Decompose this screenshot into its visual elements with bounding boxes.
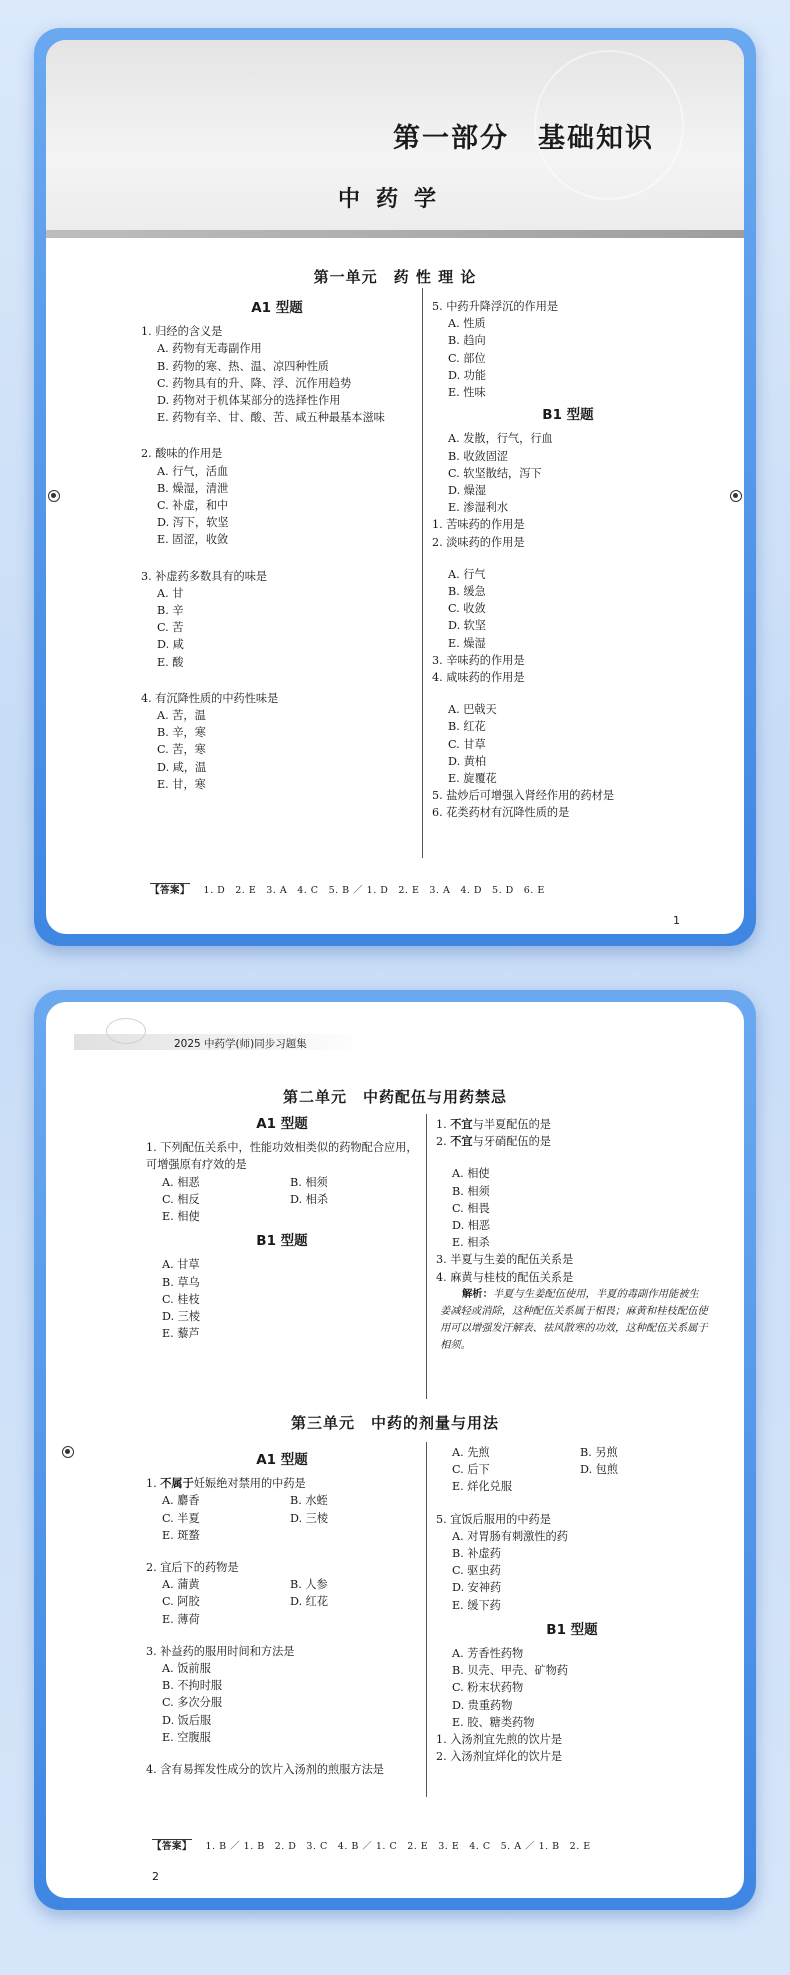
option: C. 后下 [452,1463,490,1477]
option-grid [146,1576,418,1628]
option: C. 多次分服 [162,1696,223,1710]
option: A. 行气，活血 [157,464,229,478]
option: E. 燥湿 [448,636,486,650]
option: D. 药物对于机体某部分的选择性作用 [157,394,341,408]
unit2-left-column [146,1112,418,1342]
answer-text: 1. D 2. E 3. A 4. C 5. B ／ 1. D 2. E 3. A 4. D 5. D 6. E [203,885,545,896]
emphasis: 不属于 [160,1476,194,1491]
option: C. 补虚，和中 [157,499,229,513]
question-text: 3. 辛味药的作用是 [432,653,525,667]
page-frame-2 [34,990,756,1910]
option: A. 蒲黄 [162,1578,200,1592]
option: E. 空腹服 [162,1730,211,1744]
option: D. 咸，温 [157,760,207,774]
question-text: 3. 补虚药多数具有的味是 [141,569,268,583]
right-column [432,298,704,822]
option: E. 固涩，收敛 [157,533,229,547]
option: E. 斑蝥 [162,1528,200,1542]
option: C. 苦 [157,621,184,635]
option: D. 贵重药物 [452,1698,513,1712]
option: C. 软坚散结，泻下 [448,466,542,480]
option: B. 收敛固涩 [448,449,509,463]
page-2 [46,1002,744,1898]
option: A. 甘草 [162,1258,200,1272]
option: A. 发散，行气，行血 [448,432,553,446]
option: A. 药物有无毒副作用 [157,342,262,356]
option: E. 旋覆花 [448,772,497,786]
option: B. 人参 [290,1578,328,1592]
option: A. 性质 [448,317,486,331]
answer-label: 【答案】 [150,885,191,896]
answer-key [150,882,545,896]
option: D. 相恶 [452,1219,491,1233]
option: C. 药物具有的升、降、浮、沉作用趋势 [157,376,352,390]
option: D. 软坚 [448,619,487,633]
header-divider [46,230,744,238]
question [141,323,413,426]
option: E. 薄荷 [162,1612,200,1626]
option: E. 酸 [157,655,184,669]
option: E. 相使 [162,1210,200,1224]
question-text: 6. 花类药材有沉降性质的是 [432,806,570,820]
option: B. 相须 [290,1175,328,1189]
question-text: 1. 下列配伍关系中，性能功效相类似的药物配合应用，可增强原有疗效的是 [146,1141,418,1172]
option: D. 功能 [448,368,487,382]
analysis-label: 解析： [462,1287,493,1300]
option: D. 黄柏 [448,754,487,768]
unit3-right-column [436,1444,708,1765]
registration-mark-icon [48,490,60,502]
analysis-text: 半夏与生姜配伍使用，半夏的毒副作用能被生姜减轻或消除，这种配伍关系属于相畏；麻黄和桂枝配伍使用可以增强发汗解表、祛风散寒的功效，这种配伍关系属于相须。 [440,1287,708,1351]
unit-title: 第一单元 药 性 理 论 [313,268,477,286]
option: C. 驱虫药 [452,1564,501,1578]
answer-label: 【答案】 [152,1841,193,1852]
option: C. 粉末状药物 [452,1681,524,1695]
option: A. 麝香 [162,1494,200,1508]
question [432,298,704,401]
chapter-header [46,40,744,234]
option: D. 包煎 [580,1463,619,1477]
option: D. 相杀 [290,1192,329,1206]
option: A. 相恶 [162,1175,200,1189]
option: A. 芳香性药物 [452,1647,524,1661]
option: A. 先煎 [452,1446,490,1459]
unit-title: 第三单元 中药的剂量与用法 [290,1414,499,1432]
option: B. 水蛭 [290,1494,328,1508]
option: D. 安神药 [452,1581,502,1595]
option: B. 燥湿，清泄 [157,481,229,495]
question-text: 1. 苦味药的作用是 [432,518,525,532]
question-text: 5. 宜饭后服用的中药是 [436,1512,551,1526]
option: D. 三棱 [290,1511,329,1525]
option: D. 饭后服 [162,1713,212,1727]
question-text: 4. 咸味药的作用是 [432,671,525,685]
option: E. 藜芦 [162,1327,200,1341]
question-text: 2. 酸味的作用是 [141,447,223,461]
column-divider [422,288,423,858]
option: B. 另煎 [580,1446,618,1459]
analysis [436,1286,708,1354]
registration-mark-icon [730,490,742,502]
section-title-a1: A1 型题 [251,300,303,316]
question-text: 3. 补益药的服用时间和方法是 [146,1644,295,1658]
option: D. 燥湿 [448,484,487,498]
option: B. 补虚药 [452,1547,501,1561]
page-frame-1 [34,28,756,946]
option: B. 趋向 [448,334,486,348]
option: C. 甘草 [448,737,486,751]
question-text: 2. 淡味药的作用是 [432,535,525,549]
option: B. 红花 [448,720,486,734]
option: C. 相畏 [452,1201,490,1215]
question-text: 1. 不宜与半夏配伍的是 [436,1117,551,1131]
option: B. 相须 [452,1184,490,1198]
lotus-logo-icon [106,1018,146,1044]
page-1 [46,40,744,934]
option: B. 辛 [157,604,184,618]
question-text: 5. 盐炒后可增强入肾经作用的药材是 [432,789,615,803]
question-text: 3. 半夏与生姜的配伍关系是 [436,1253,574,1267]
question [141,445,413,548]
option: E. 烊化兑服 [452,1480,513,1494]
question-text: 4. 有沉降性质的中药性味是 [141,691,279,705]
part-title: 第一部分 基础知识 [393,123,654,154]
section-title-b1: B1 型题 [546,1621,598,1638]
option: C. 桂枝 [162,1292,200,1306]
question-text: 5. 中药升降浮沉的作用是 [432,300,559,313]
column-divider [426,1114,427,1399]
question-text: 1. 不属于妊娠绝对禁用的中药是 [146,1476,306,1491]
option: E. 相杀 [452,1236,490,1250]
page-number: 1 [673,914,680,927]
option: A. 饭前服 [162,1662,211,1676]
question-text: 2. 宜后下的药物是 [146,1561,239,1575]
emphasis: 不宜 [450,1134,473,1149]
column-divider [426,1442,427,1797]
question-text: 4. 含有易挥发性成分的饮片入汤剂的煎服方法是 [146,1763,384,1777]
emphasis: 不宜 [450,1117,473,1131]
left-column [141,296,413,793]
question [141,690,413,793]
option-grid [146,1174,418,1226]
section-title-a1: A1 型题 [256,1116,308,1132]
option: D. 三棱 [162,1310,201,1324]
option: B. 缓急 [448,585,486,599]
option-grid [146,1492,418,1544]
option: E. 胶、糖类药物 [452,1715,535,1729]
section-title-b1: B1 型题 [256,1233,308,1250]
running-head: 2025 中药学(师)同步习题集 [174,1038,307,1050]
option: A. 行气 [448,567,486,581]
option: B. 药物的寒、热、温、凉四种性质 [157,359,329,373]
page-number: 2 [152,1870,159,1883]
option: D. 红花 [290,1595,329,1609]
option: A. 相使 [452,1167,490,1181]
option: E. 渗湿利水 [448,501,509,515]
section-title-b1: B1 型题 [542,407,594,424]
option: A. 苦，温 [157,709,206,723]
option: A. 巴戟天 [448,703,497,717]
unit3-left-column [146,1448,418,1778]
option: E. 缓下药 [452,1598,501,1612]
section-title-a1: A1 型题 [256,1452,308,1468]
option: E. 性味 [448,386,486,400]
question-text: 2. 不宜与牙硝配伍的是 [436,1134,551,1149]
option: C. 半夏 [162,1511,200,1525]
option: D. 泻下，软坚 [157,516,229,530]
answer-text: 1. B ／ 1. B 2. D 3. C 4. B ／ 1. C 2. E 3. E 4. C 5. A ／ 1. B 2. E [205,1841,591,1852]
option: B. 贝壳、甲壳、矿物药 [452,1664,569,1678]
unit-title: 第二单元 中药配伍与用药禁忌 [282,1088,507,1106]
unit2-right-column [436,1116,708,1354]
question-text: 2. 入汤剂宜烊化的饮片是 [436,1750,563,1764]
question-text: 4. 麻黄与桂枝的配伍关系是 [436,1270,574,1284]
option: B. 不拘时服 [162,1679,223,1693]
option: C. 阿胶 [162,1595,200,1609]
option: B. 辛，寒 [157,726,206,740]
option: C. 苦，寒 [157,743,206,757]
option: A. 甘 [157,586,184,600]
option: C. 相反 [162,1192,200,1206]
registration-mark-icon [62,1446,74,1458]
question-text: 1. 入汤剂宜先煎的饮片是 [436,1733,563,1747]
option: A. 对胃肠有刺激性的药 [452,1529,568,1543]
option: B. 草乌 [162,1275,200,1289]
question-text: 1. 归经的含义是 [141,325,223,339]
option-grid [436,1444,708,1496]
question [141,568,413,671]
option: E. 药物有辛、甘、酸、苦、咸五种最基本滋味 [157,411,385,425]
option: E. 甘，寒 [157,777,206,791]
option: C. 收敛 [448,602,486,616]
answer-key [152,1838,591,1852]
option: D. 咸 [157,638,184,652]
option: C. 部位 [448,351,486,365]
subject-title: 中药学 [337,187,452,212]
